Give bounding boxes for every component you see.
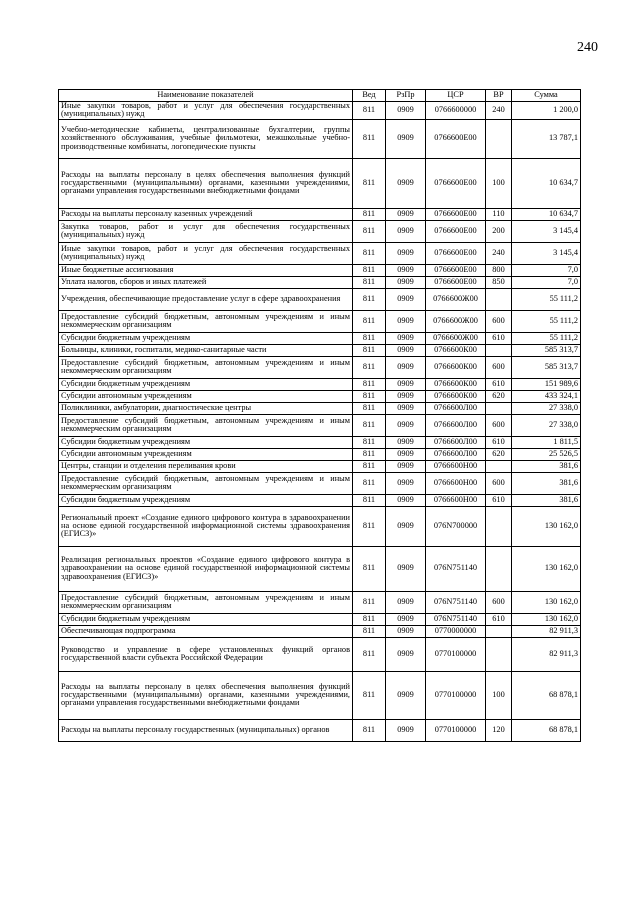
row-vr: 600: [486, 414, 512, 436]
row-name: Субсидии бюджетным учреждениям: [59, 332, 353, 344]
row-ved: 811: [353, 242, 386, 264]
row-rzpr: 0909: [386, 506, 426, 546]
row-ved: 811: [353, 436, 386, 448]
row-name: Субсидии бюджетным учреждениям: [59, 378, 353, 390]
row-csr: 076N751140: [426, 613, 486, 625]
row-name: Расходы на выплаты персоналу государственных (муниципальных) органов: [59, 719, 353, 741]
row-rzpr: 0909: [386, 158, 426, 208]
table-row: [59, 591, 581, 613]
row-rzpr: 0909: [386, 276, 426, 288]
row-sum: 130 162,0: [512, 613, 581, 625]
table-row: [59, 414, 581, 436]
row-vr: [486, 625, 512, 637]
row-vr: 610: [486, 332, 512, 344]
row-vr: 610: [486, 613, 512, 625]
row-ved: 811: [353, 472, 386, 494]
row-vr: [486, 402, 512, 414]
row-ved: 811: [353, 220, 386, 242]
row-csr: 0766600Е00: [426, 119, 486, 158]
row-ved: 811: [353, 414, 386, 436]
row-csr: 0766600К00: [426, 344, 486, 356]
row-csr: 0766600Л00: [426, 436, 486, 448]
header-ved: Вед: [353, 90, 386, 102]
row-vr: 600: [486, 356, 512, 378]
row-ved: 811: [353, 402, 386, 414]
row-vr: 600: [486, 591, 512, 613]
row-sum: 3 145,4: [512, 242, 581, 264]
table-row: [59, 102, 581, 120]
row-csr: 076N700000: [426, 506, 486, 546]
row-vr: 610: [486, 494, 512, 506]
row-ved: 811: [353, 460, 386, 472]
row-ved: 811: [353, 506, 386, 546]
row-name: Субсидии бюджетным учреждениям: [59, 613, 353, 625]
row-ved: 811: [353, 448, 386, 460]
row-name: Субсидии бюджетным учреждениям: [59, 494, 353, 506]
row-ved: 811: [353, 310, 386, 332]
row-name: Расходы на выплаты персоналу в целях обеспечения выполнения функций государственными (муниципальными) органами, казенными учреждениями, органами управления государственными внебюджетными фондами: [59, 671, 353, 719]
row-sum: 585 313,7: [512, 344, 581, 356]
header-csr: ЦСР: [426, 90, 486, 102]
row-rzpr: 0909: [386, 344, 426, 356]
row-vr: [486, 506, 512, 546]
table-row: [59, 158, 581, 208]
table-header-row: [59, 90, 581, 102]
row-vr: 100: [486, 671, 512, 719]
row-sum: 130 162,0: [512, 591, 581, 613]
row-sum: 7,0: [512, 264, 581, 276]
row-vr: 200: [486, 220, 512, 242]
header-name: Наименование показателей: [59, 90, 353, 102]
row-ved: 811: [353, 637, 386, 671]
row-name: Иные бюджетные ассигнования: [59, 264, 353, 276]
row-rzpr: 0909: [386, 472, 426, 494]
row-vr: 800: [486, 264, 512, 276]
row-sum: 55 111,2: [512, 288, 581, 310]
row-name: Учебно-методические кабинеты, централизованные бухгалтерии, группы хозяйственного обслуживания, учебные фильмотеки, межшкольные учебно-производственные комбинаты, логопедические пункты: [59, 119, 353, 158]
row-rzpr: 0909: [386, 119, 426, 158]
row-rzpr: 0909: [386, 264, 426, 276]
row-csr: 0770000000: [426, 625, 486, 637]
row-ved: 811: [353, 344, 386, 356]
row-name: Реализация региональных проектов «Создание единого цифрового контура в здравоохранении на основе единой государственной информационной системы здравоохранения (ЕГИСЗ)»: [59, 546, 353, 591]
row-vr: [486, 288, 512, 310]
row-vr: 600: [486, 472, 512, 494]
row-vr: [486, 546, 512, 591]
table-row: [59, 332, 581, 344]
row-csr: 0766600Л00: [426, 448, 486, 460]
row-rzpr: 0909: [386, 402, 426, 414]
row-vr: 120: [486, 719, 512, 741]
row-name: Субсидии бюджетным учреждениям: [59, 436, 353, 448]
row-vr: [486, 344, 512, 356]
row-sum: 1 811,5: [512, 436, 581, 448]
row-ved: 811: [353, 119, 386, 158]
table-row: [59, 356, 581, 378]
row-name: Предоставление субсидий бюджетным, автономным учреждениям и иным некоммерческим организациям: [59, 310, 353, 332]
row-vr: 620: [486, 390, 512, 402]
table-row: [59, 472, 581, 494]
row-rzpr: 0909: [386, 356, 426, 378]
table-row: [59, 390, 581, 402]
row-csr: 0766600Л00: [426, 402, 486, 414]
table-row: [59, 310, 581, 332]
row-name: Субсидии автономным учреждениям: [59, 448, 353, 460]
table-row: [59, 546, 581, 591]
row-csr: 0766600К00: [426, 390, 486, 402]
row-sum: 433 324,1: [512, 390, 581, 402]
row-csr: 0766600Ж00: [426, 310, 486, 332]
row-vr: [486, 119, 512, 158]
row-sum: 381,6: [512, 460, 581, 472]
row-name: Иные закупки товаров, работ и услуг для обеспечения государственных (муниципальных) нужд: [59, 102, 353, 120]
row-rzpr: 0909: [386, 220, 426, 242]
row-rzpr: 0909: [386, 288, 426, 310]
row-rzpr: 0909: [386, 390, 426, 402]
row-ved: 811: [353, 332, 386, 344]
row-rzpr: 0909: [386, 310, 426, 332]
row-name: Иные закупки товаров, работ и услуг для обеспечения государственных (муниципальных) нужд: [59, 242, 353, 264]
table-row: [59, 460, 581, 472]
header-vr: ВР: [486, 90, 512, 102]
row-name: Предоставление субсидий бюджетным, автономным учреждениям и иным некоммерческим организациям: [59, 472, 353, 494]
row-sum: 82 911,3: [512, 625, 581, 637]
row-sum: 381,6: [512, 472, 581, 494]
row-vr: 100: [486, 158, 512, 208]
header-sum: Сумма: [512, 90, 581, 102]
table-row: [59, 276, 581, 288]
row-sum: 7,0: [512, 276, 581, 288]
table-row: [59, 613, 581, 625]
row-name: Региональный проект «Создание единого цифрового контура в здравоохранении на основе единой государственной информационной системы здравоохранения (ЕГИСЗ)»: [59, 506, 353, 546]
row-csr: 0766600К00: [426, 356, 486, 378]
row-ved: 811: [353, 719, 386, 741]
row-sum: 82 911,3: [512, 637, 581, 671]
row-ved: 811: [353, 264, 386, 276]
row-ved: 811: [353, 390, 386, 402]
row-rzpr: 0909: [386, 332, 426, 344]
row-sum: 3 145,4: [512, 220, 581, 242]
row-csr: 0766600Л00: [426, 414, 486, 436]
row-vr: 610: [486, 436, 512, 448]
row-csr: 0766600Н00: [426, 460, 486, 472]
row-sum: 27 338,0: [512, 414, 581, 436]
table-row: [59, 208, 581, 220]
table-row: [59, 220, 581, 242]
row-ved: 811: [353, 288, 386, 310]
table-row: [59, 506, 581, 546]
row-ved: 811: [353, 613, 386, 625]
table-body: [59, 102, 581, 742]
table-row: [59, 242, 581, 264]
row-vr: 240: [486, 242, 512, 264]
table-row: [59, 264, 581, 276]
row-sum: 25 526,5: [512, 448, 581, 460]
header-rzpr: РзПр: [386, 90, 426, 102]
row-rzpr: 0909: [386, 102, 426, 120]
row-ved: 811: [353, 591, 386, 613]
row-ved: 811: [353, 546, 386, 591]
row-sum: 13 787,1: [512, 119, 581, 158]
row-rzpr: 0909: [386, 208, 426, 220]
row-sum: 130 162,0: [512, 506, 581, 546]
row-rzpr: 0909: [386, 242, 426, 264]
row-sum: 55 111,2: [512, 310, 581, 332]
row-rzpr: 0909: [386, 625, 426, 637]
row-rzpr: 0909: [386, 719, 426, 741]
row-sum: 10 634,7: [512, 208, 581, 220]
row-ved: 811: [353, 158, 386, 208]
table-row: [59, 637, 581, 671]
row-rzpr: 0909: [386, 448, 426, 460]
row-rzpr: 0909: [386, 494, 426, 506]
row-vr: [486, 460, 512, 472]
row-name: Предоставление субсидий бюджетным, автономным учреждениям и иным некоммерческим организациям: [59, 414, 353, 436]
row-csr: 076N751140: [426, 546, 486, 591]
row-ved: 811: [353, 356, 386, 378]
page-number: 240: [577, 40, 598, 55]
row-sum: 10 634,7: [512, 158, 581, 208]
row-csr: 0766600Е00: [426, 220, 486, 242]
table-row: [59, 402, 581, 414]
table-row: [59, 378, 581, 390]
row-csr: 0766600Е00: [426, 242, 486, 264]
row-sum: 27 338,0: [512, 402, 581, 414]
row-name: Расходы на выплаты персоналу в целях обеспечения выполнения функций государственными (муниципальными) органами, казенными учреждениями, органами управления государственными внебюджетными фондами: [59, 158, 353, 208]
row-name: Предоставление субсидий бюджетным, автономным учреждениям и иным некоммерческим организациям: [59, 356, 353, 378]
row-csr: 0770100000: [426, 671, 486, 719]
row-ved: 811: [353, 102, 386, 120]
row-sum: 151 989,6: [512, 378, 581, 390]
row-csr: 0770100000: [426, 719, 486, 741]
table-row: [59, 448, 581, 460]
row-vr: 110: [486, 208, 512, 220]
row-csr: 0770100000: [426, 637, 486, 671]
row-csr: 0766600Ж00: [426, 288, 486, 310]
row-rzpr: 0909: [386, 546, 426, 591]
row-sum: 68 878,1: [512, 719, 581, 741]
row-csr: 0766600Е00: [426, 158, 486, 208]
table-row: [59, 288, 581, 310]
row-sum: 585 313,7: [512, 356, 581, 378]
row-sum: 55 111,2: [512, 332, 581, 344]
row-ved: 811: [353, 208, 386, 220]
table-row: [59, 344, 581, 356]
row-ved: 811: [353, 671, 386, 719]
row-rzpr: 0909: [386, 414, 426, 436]
row-rzpr: 0909: [386, 436, 426, 448]
row-name: Центры, станции и отделения переливания крови: [59, 460, 353, 472]
row-rzpr: 0909: [386, 613, 426, 625]
table-row: [59, 436, 581, 448]
row-sum: 68 878,1: [512, 671, 581, 719]
row-name: Субсидии автономным учреждениям: [59, 390, 353, 402]
budget-table: [58, 89, 581, 742]
row-ved: 811: [353, 276, 386, 288]
row-ved: 811: [353, 625, 386, 637]
row-csr: 0766600Ж00: [426, 332, 486, 344]
row-vr: 610: [486, 378, 512, 390]
row-rzpr: 0909: [386, 591, 426, 613]
row-name: Больницы, клиники, госпитали, медико-санитарные части: [59, 344, 353, 356]
row-vr: 620: [486, 448, 512, 460]
row-ved: 811: [353, 494, 386, 506]
row-rzpr: 0909: [386, 637, 426, 671]
row-name: Учреждения, обеспечивающие предоставление услуг в сфере здравоохранения: [59, 288, 353, 310]
row-rzpr: 0909: [386, 671, 426, 719]
row-vr: 240: [486, 102, 512, 120]
row-name: Уплата налогов, сборов и иных платежей: [59, 276, 353, 288]
row-csr: 0766600Е00: [426, 276, 486, 288]
row-sum: 130 162,0: [512, 546, 581, 591]
row-csr: 0766600Н00: [426, 494, 486, 506]
row-name: Руководство и управление в сфере установленных функций органов государственной власти субъекта Российской Федерации: [59, 637, 353, 671]
table-row: [59, 671, 581, 719]
row-name: Закупка товаров, работ и услуг для обеспечения государственных (муниципальных) нужд: [59, 220, 353, 242]
row-vr: 600: [486, 310, 512, 332]
row-rzpr: 0909: [386, 378, 426, 390]
row-ved: 811: [353, 378, 386, 390]
row-name: Поликлиники, амбулатории, диагностические центры: [59, 402, 353, 414]
table-row: [59, 119, 581, 158]
row-rzpr: 0909: [386, 460, 426, 472]
table-row: [59, 625, 581, 637]
row-name: Обеспечивающая подпрограмма: [59, 625, 353, 637]
row-csr: 0766600Е00: [426, 264, 486, 276]
row-vr: 850: [486, 276, 512, 288]
row-vr: [486, 637, 512, 671]
row-csr: 0766600Н00: [426, 472, 486, 494]
row-name: Предоставление субсидий бюджетным, автономным учреждениям и иным некоммерческим организациям: [59, 591, 353, 613]
row-sum: 1 200,0: [512, 102, 581, 120]
table-row: [59, 494, 581, 506]
row-csr: 0766600К00: [426, 378, 486, 390]
row-csr: 0766600Е00: [426, 208, 486, 220]
row-name: Расходы на выплаты персоналу казенных учреждений: [59, 208, 353, 220]
row-sum: 381,6: [512, 494, 581, 506]
row-csr: 076N751140: [426, 591, 486, 613]
row-csr: 0766600000: [426, 102, 486, 120]
table-row: [59, 719, 581, 741]
